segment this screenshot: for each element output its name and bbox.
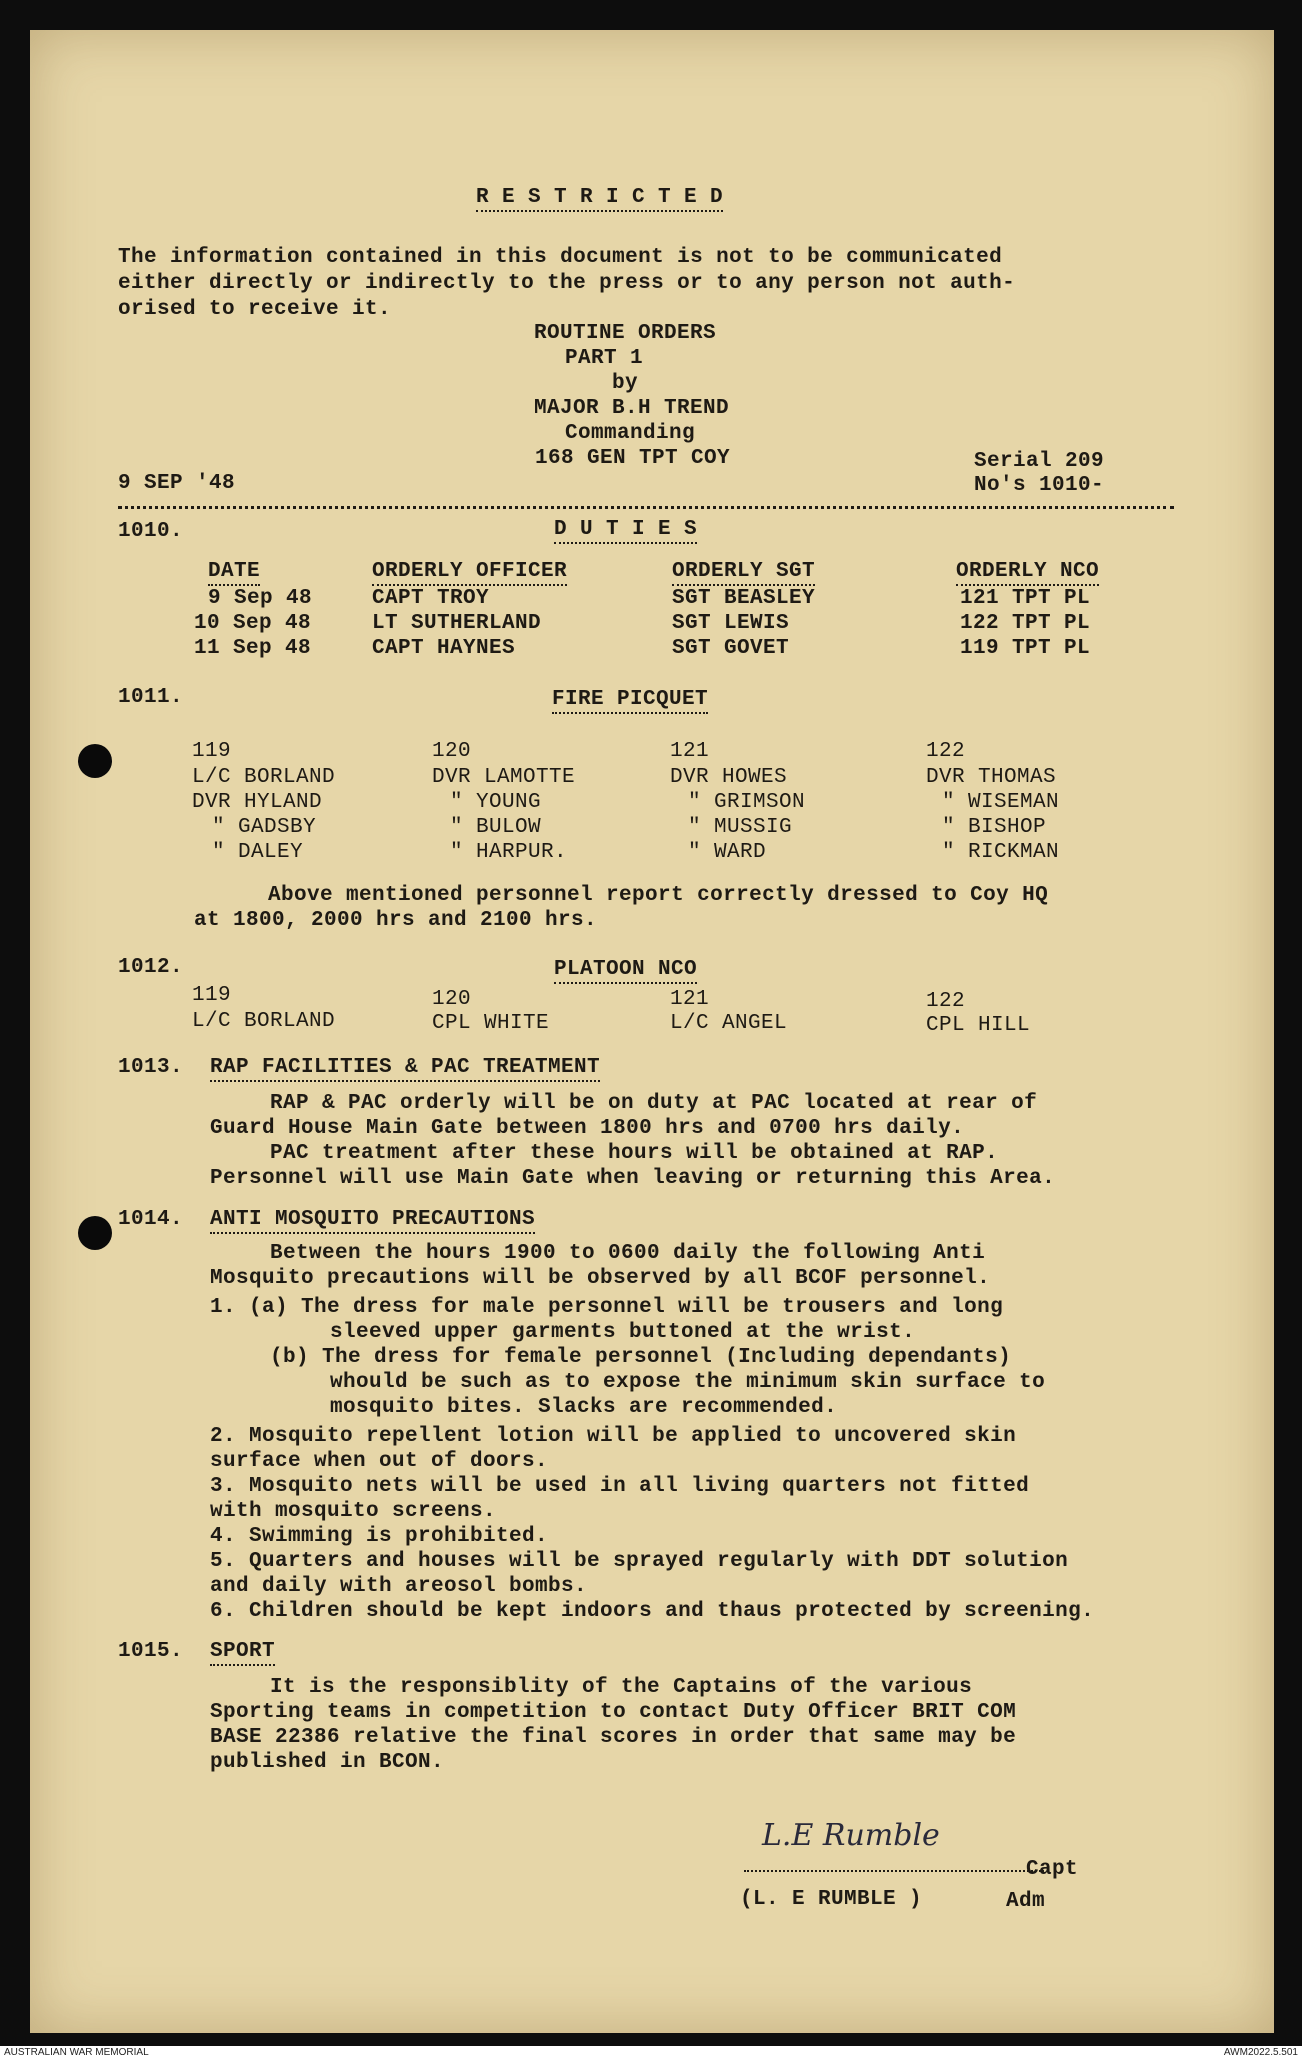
mosquito-line-6: whould be such as to expose the minimum skin surface to bbox=[330, 1371, 1046, 1394]
duties-col-officer: ORDERLY OFFICER bbox=[372, 560, 567, 586]
sport-line-3: BASE 22386 relative the final scores in order that same may be bbox=[210, 1726, 1017, 1749]
picquet-note-line-2: at 1800, 2000 hrs and 2100 hrs. bbox=[194, 909, 598, 932]
nco-pl-122: 122 bbox=[926, 990, 966, 1013]
picquet-119-line-1: L/C BORLAND bbox=[192, 766, 336, 789]
order-numbers: No's 1010- bbox=[974, 474, 1105, 497]
picquet-122-line-4: " RICKMAN bbox=[942, 841, 1060, 864]
nco-name-119: L/C BORLAND bbox=[192, 1010, 336, 1033]
mosquito-line-2: Mosquito precautions will be observed by all BCOF personnel. bbox=[210, 1267, 991, 1290]
nco-pl-120: 120 bbox=[432, 988, 472, 1011]
mosquito-line-1: Between the hours 1900 to 0600 daily the following Anti bbox=[270, 1242, 986, 1265]
sport-heading: SPORT bbox=[210, 1640, 275, 1666]
nco-name-121: L/C ANGEL bbox=[670, 1012, 788, 1035]
notice-line-2: either directly or indirectly to the press or to any person not auth- bbox=[118, 272, 1016, 295]
rap-line-3: PAC treatment after these hours will be obtained at RAP. bbox=[270, 1142, 999, 1165]
title-line-5: Commanding bbox=[565, 422, 696, 445]
sport-line-4: published in BCON. bbox=[210, 1751, 445, 1774]
nco-pl-119: 119 bbox=[192, 984, 232, 1007]
duties-col-nco: ORDERLY NCO bbox=[956, 560, 1099, 586]
title-line-2: PART 1 bbox=[565, 347, 644, 370]
section-number-1012: 1012. bbox=[118, 956, 184, 979]
picquet-pl-122: 122 bbox=[926, 740, 966, 763]
notice-line-3: orised to receive it. bbox=[118, 298, 392, 321]
nco-pl-121: 121 bbox=[670, 988, 710, 1011]
mosquito-line-12: 4. Swimming is prohibited. bbox=[210, 1525, 549, 1548]
signature-role: Adm bbox=[1006, 1890, 1046, 1913]
picquet-121-line-2: " GRIMSON bbox=[688, 791, 806, 814]
duty-row-2-date: 10 Sep 48 bbox=[194, 612, 312, 635]
section-number-1014: 1014. bbox=[118, 1208, 184, 1231]
signature-rank: Capt bbox=[1026, 1858, 1079, 1881]
punch-hole-bottom bbox=[78, 1216, 112, 1250]
serial: Serial 209 bbox=[974, 450, 1105, 473]
section-number-1013: 1013. bbox=[118, 1056, 184, 1079]
mosquito-heading: ANTI MOSQUITO PRECAUTIONS bbox=[210, 1208, 535, 1234]
mosquito-line-9: surface when out of doors. bbox=[210, 1450, 549, 1473]
duty-row-1-sgt: SGT BEASLEY bbox=[672, 587, 816, 610]
title-line-4: MAJOR B.H TREND bbox=[534, 397, 730, 420]
picquet-120-line-4: " HARPUR. bbox=[450, 841, 568, 864]
picquet-121-line-3: " MUSSIG bbox=[688, 816, 793, 839]
title-line-1: ROUTINE ORDERS bbox=[534, 322, 717, 345]
separator-line bbox=[118, 506, 1174, 509]
section-number-1015: 1015. bbox=[118, 1640, 184, 1663]
title-line-6: 168 GEN TPT COY bbox=[535, 447, 731, 470]
picquet-120-line-3: " BULOW bbox=[450, 816, 542, 839]
mosquito-line-13: 5. Quarters and houses will be sprayed regularly with DDT solution bbox=[210, 1550, 1069, 1573]
duty-row-2-officer: LT SUTHERLAND bbox=[372, 612, 542, 635]
picquet-note-line-1: Above mentioned personnel report correctly dressed to Coy HQ bbox=[268, 884, 1049, 907]
signature-name: (L. E RUMBLE ) bbox=[740, 1888, 923, 1911]
handwritten-signature: L.E Rumble bbox=[762, 1818, 940, 1853]
mosquito-line-10: 3. Mosquito nets will be used in all living quarters not fitted bbox=[210, 1475, 1030, 1498]
duty-row-1-officer: CAPT TROY bbox=[372, 587, 490, 610]
picquet-pl-119: 119 bbox=[192, 740, 232, 763]
picquet-122-line-1: DVR THOMAS bbox=[926, 766, 1057, 789]
sport-line-1: It is the responsiblity of the Captains of the various bbox=[270, 1676, 973, 1699]
nco-name-122: CPL HILL bbox=[926, 1014, 1031, 1037]
rap-line-1: RAP & PAC orderly will be on duty at PAC located at rear of bbox=[270, 1092, 1038, 1115]
duties-col-date: DATE bbox=[208, 560, 260, 586]
picquet-119-line-3: " GADSBY bbox=[212, 816, 317, 839]
duty-row-3-nco: 119 TPT PL bbox=[960, 637, 1091, 660]
duty-row-3-sgt: SGT GOVET bbox=[672, 637, 790, 660]
sport-line-2: Sporting teams in competition to contact Duty Officer BRIT COM bbox=[210, 1701, 1017, 1724]
classification: R E S T R I C T E D bbox=[476, 186, 723, 212]
mosquito-line-5: (b) The dress for female personnel (Including dependants) bbox=[270, 1346, 1012, 1369]
duty-row-3-date: 11 Sep 48 bbox=[194, 637, 312, 660]
picquet-119-line-2: DVR HYLAND bbox=[192, 791, 323, 814]
picquet-121-line-4: " WARD bbox=[688, 841, 767, 864]
fire-picquet-heading: FIRE PICQUET bbox=[552, 688, 708, 714]
picquet-122-line-3: " BISHOP bbox=[942, 816, 1047, 839]
section-number-1011: 1011. bbox=[118, 686, 184, 709]
nco-name-120: CPL WHITE bbox=[432, 1012, 550, 1035]
punch-hole-top bbox=[78, 744, 112, 778]
title-line-3: by bbox=[612, 372, 639, 395]
picquet-120-line-2: " YOUNG bbox=[450, 791, 542, 814]
duty-row-1-nco: 121 TPT PL bbox=[960, 587, 1091, 610]
duty-row-3-officer: CAPT HAYNES bbox=[372, 637, 516, 660]
mosquito-line-3: 1. (a) The dress for male personnel will be trousers and long bbox=[210, 1296, 1004, 1319]
duty-row-1-date: 9 Sep 48 bbox=[208, 587, 313, 610]
platoon-nco-heading: PLATOON NCO bbox=[554, 958, 697, 984]
picquet-pl-120: 120 bbox=[432, 740, 472, 763]
footer-bar bbox=[0, 2046, 1302, 2061]
signature-dots bbox=[744, 1868, 1044, 1872]
footer-credit: AUSTRALIAN WAR MEMORIAL bbox=[4, 2047, 149, 2058]
order-date: 9 SEP '48 bbox=[118, 472, 236, 495]
duty-row-2-sgt: SGT LEWIS bbox=[672, 612, 790, 635]
picquet-122-line-2: " WISEMAN bbox=[942, 791, 1060, 814]
duties-heading: D U T I E S bbox=[554, 518, 697, 544]
rap-line-2: Guard House Main Gate between 1800 hrs and 0700 hrs daily. bbox=[210, 1117, 965, 1140]
mosquito-line-11: with mosquito screens. bbox=[210, 1500, 497, 1523]
mosquito-line-8: 2. Mosquito repellent lotion will be applied to uncovered skin bbox=[210, 1425, 1017, 1448]
picquet-120-line-1: DVR LAMOTTE bbox=[432, 766, 576, 789]
section-number-1010: 1010. bbox=[118, 520, 184, 543]
duties-col-sgt: ORDERLY SGT bbox=[672, 560, 815, 586]
mosquito-line-7: mosquito bites. Slacks are recommended. bbox=[330, 1396, 838, 1419]
duty-row-2-nco: 122 TPT PL bbox=[960, 612, 1091, 635]
picquet-pl-121: 121 bbox=[670, 740, 710, 763]
picquet-121-line-1: DVR HOWES bbox=[670, 766, 788, 789]
rap-line-4: Personnel will use Main Gate when leaving or returning this Area. bbox=[210, 1167, 1056, 1190]
mosquito-line-4: sleeved upper garments buttoned at the wrist. bbox=[330, 1321, 916, 1344]
mosquito-line-15: 6. Children should be kept indoors and thaus protected by screening. bbox=[210, 1600, 1095, 1623]
picquet-119-line-4: " DALEY bbox=[212, 841, 304, 864]
rap-heading: RAP FACILITIES & PAC TREATMENT bbox=[210, 1056, 600, 1082]
notice-line-1: The information contained in this document is not to be communicated bbox=[118, 246, 1003, 269]
footer-accession-number: AWM2022.5.501 bbox=[1223, 2047, 1298, 2058]
mosquito-line-14: and daily with areosol bombs. bbox=[210, 1575, 588, 1598]
